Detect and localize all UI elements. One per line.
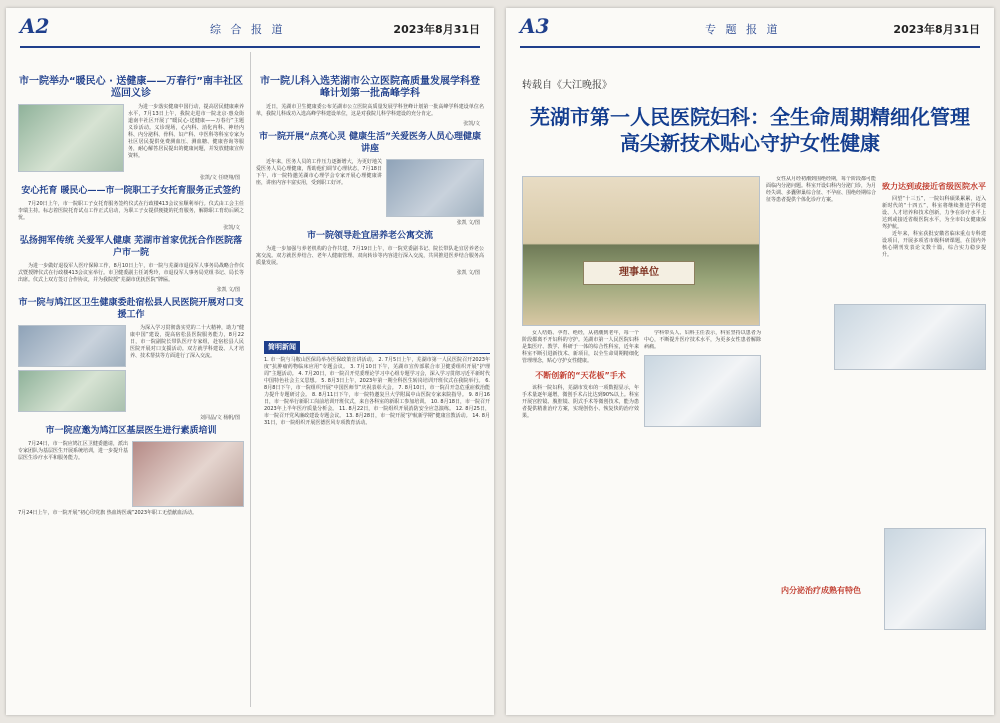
doctors-photo bbox=[834, 304, 986, 370]
page-number: A2 bbox=[20, 14, 50, 38]
feature-body: 近年来，科室获批安徽省临床重点专科建设项目，开展多项省市级科研课题，在国内外核心期刊发表论文数十篇，综合实力稳步提升。 bbox=[882, 231, 986, 258]
feature-column-5 bbox=[766, 580, 876, 710]
feature-headline bbox=[522, 104, 978, 156]
article-body: 7月20日上午，市一院职工子女托育服务签约仪式在行政楼413会议室顺利举行。仪式由工会主任李瑞主持。标志着医院托育试点工作正式启动，为职工子女提供便捷的托育服务，解除职工育幼后顾之忧。 bbox=[18, 201, 244, 221]
left-column bbox=[18, 74, 244, 714]
article-byline: 张凯/文 任晓翔/图 bbox=[200, 175, 240, 181]
event-photo bbox=[386, 159, 484, 217]
feature-body: 该科一院妇科，芜湖市发布的一项数据显示，年手术量逐年递增，微创手术占比达到90%以上。科室开展宫腔镜、腹腔镜、阴式手术等微创技术，能为患者提供精准治疗方案，实现创伤小、恢复快的治疗效果。 bbox=[522, 385, 639, 419]
briefs-heading: 简明新闻 bbox=[264, 341, 300, 353]
article-title: 市一院应邀为鸠江区基层医生进行素质培训 bbox=[45, 426, 217, 436]
article-title: 市一院领导赴宜居养老公寓交流 bbox=[306, 231, 433, 241]
article-body: 7月24日，市一院应鸠江区卫健委邀请，派出专家团队为基层医生开展系统培训，进一步提升基层医生诊疗水平和服务能力。 bbox=[18, 441, 129, 461]
wall-plaque: 理事单位 bbox=[583, 261, 695, 285]
department-wall-photo bbox=[522, 176, 760, 326]
surgery-photo bbox=[644, 355, 761, 427]
briefs-heading-bar bbox=[264, 334, 490, 354]
feature-subhead: 不断创新的“天花板”手术 bbox=[535, 371, 626, 380]
feature-body: 学科带头人、妇科主任表示，科室坚持以患者为中心，不断提升医疗技术水平，为更多女性患者解除病痛。 bbox=[644, 330, 761, 350]
article-body: 近年来，医务人员的工作压力逐渐增大，为更好地关爱医务人员心理健康，帮助他们调节心理状态，7月18日下午，市一院特邀芜湖市心理学会专家开展心理健康讲座，讲座内容丰富实用，受到职工好评。 bbox=[256, 159, 382, 186]
article-byline: 张凯 文/图 bbox=[216, 287, 240, 293]
article-title: 市一院儿科入选芜湖市公立医院高质量发展学科登峰计划第一批高峰学科 bbox=[260, 76, 480, 99]
feature-subhead: 内分泌治疗成熟有特色 bbox=[781, 586, 861, 595]
feature-subhead: 致力达到或接近省级医院水平 bbox=[882, 182, 986, 191]
article-body: 为进一步做好退役军人医疗保障工作，8月10日上午，市一院与芜湖市退役军人事务局战略合作仪式暨授牌仪式在行政楼413会议室举行。市卫健委副主任刘秀玲，市退役军人事务局党组书记、局长等出席。仪式上双方签订合作协议，并为我院授“芜湖市优抚医院”牌匾。 bbox=[18, 263, 244, 283]
article-byline: 张凯 文/图 bbox=[456, 220, 480, 226]
event-photo bbox=[132, 441, 244, 507]
section-name: 综 合 报 道 bbox=[210, 23, 286, 36]
article-title: 弘扬拥军传统 关爱军人健康 芜湖市首家优抚合作医院落户市一院 bbox=[19, 236, 243, 258]
article-title: 市一院举办“暖民心 · 送健康——万春行”南丰社区巡回义诊 bbox=[19, 76, 243, 99]
briefs-body: 1. 市一院与马鞍山医保局举办医保政策宣讲活动。 2. 7月5日上午，芜湖市第一人民医院召开2023年度“抗肿瘤药物临床应用”专题会议。 3. 7月10日下午，芜湖市宣传部联合市卫健委组织开展“护理周”主题活动。 4. 7月20日，市一院召开党委理论学习中心组专题学习会，深入学习贯彻习近平新时代中国特色社会主义思想。 5. 8月3日上午，2023年第一期全科医生转岗培训开班仪式在我院举行。 6. 8月8日下午，市一院组织开展“中国医师节”庆祝表彰大会。 7. 8月10日，市一院召开急危重症救治能力提升专题研讨会。 8. 8月11日下午，市一院特邀复旦大学附属中山医院专家来院指导。 9. 8月16日，市一院举行新职工岗前培训开班仪式，来自各科室的新职工参加培训。 10. 8月18日，市一院召开2023年上半年医疗质量分析会。 11. 8月22日，市一院组织开展消防安全应急演练。 12. 8月25日，市一院召开党风廉政建设专题会议。 13. 8月28日，市一院开展“护航新学期”健康宣教活动。 14. 8月31日，市一院组织开展医德医风专项教育活动。 bbox=[264, 357, 490, 426]
feature-column-2 bbox=[644, 330, 761, 710]
feature-intro: 女人结婚、孕育、绝经，从初潮到老年，每一个阶段都离不开妇科的守护。芜湖市第一人民医院妇科是集医疗、教学、科研于一体的综合性科室，近年来科室不断引进新技术、新项目，以全生命周期精细化管理理念，贴心守护女性健康。 bbox=[522, 330, 639, 364]
section-name: 专 题 报 道 bbox=[705, 23, 781, 36]
article-byline: 张凯/文 bbox=[223, 225, 240, 231]
news-briefs bbox=[264, 334, 490, 706]
page-header bbox=[520, 12, 980, 48]
page-a3 bbox=[506, 8, 994, 715]
right-column bbox=[256, 74, 484, 330]
article-title: 市一院与鸠江区卫生健康委赴宿松县人民医院开展对口支援工作 bbox=[18, 298, 244, 320]
article-title: 安心托育 暖民心——市一院职工子女托育服务正式签约 bbox=[21, 186, 241, 196]
event-photo bbox=[18, 104, 124, 172]
headline-line-2: 高尖新技术贴心守护女性健康 bbox=[620, 131, 880, 155]
page-number: A3 bbox=[520, 14, 550, 38]
article-byline: 张凯/文 bbox=[463, 121, 480, 127]
article-body: 为进一步落实健康中国行动，提高居民健康素养水平，7月13日上午，我院走进市一院北京·惠众街道南丰社区开展了“暖民心·送健康——万春行”主题义诊活动。义诊现场，心内科、消化内科、神经内科、内分泌科、骨科、妇产科、中医科等科室专家为社区居民提供免费测血压、测血糖、健康咨询等服务，耐心解答居民提出的健康问题，并发放健康宣传资料。 bbox=[128, 104, 244, 159]
issue-date: 2023年8月31日 bbox=[393, 23, 480, 36]
article-body: 近日，芜湖市卫生健康委公布芜湖市公立医院高质量发展学科登峰计划第一批高峰学科建设单位名单，我院儿科成功入选高峰学科建设单位，这是对我院儿科学科建设的充分肯定。 bbox=[256, 104, 484, 117]
article-body: 为深入学习贯彻落实党的二十大精神，助力“健康中国”建设，提高宿松县医院服务能力，8月22日，市一院副院长带队医疗专家组，赴宿松县人民医院开展对口支援活动。双方就学科建设、人才培养、技术帮扶等方面进行了深入交流。 bbox=[130, 325, 244, 359]
feature-body: 女性从月经初潮到围绝经期，每个阶段都可能面临内分泌问题。科室开设妇科内分泌门诊，为月经失调、多囊卵巢综合征、不孕症、围绝经期综合征等患者提供个体化诊疗方案。 bbox=[766, 176, 876, 203]
feature-column-3 bbox=[766, 176, 876, 574]
article-body: 为进一步加强与养老机构的合作共建，7月19日上午，市一院党委副书记、院长带队赴宜居养老公寓交流。双方就医养结合、老年人健康管理、双向转诊等内容进行深入交流，共同推进医养结合服务高质量发展。 bbox=[256, 246, 484, 266]
article-byline: 刘同晶/文 杨帆/图 bbox=[200, 415, 240, 421]
page-a2 bbox=[6, 8, 494, 715]
feature-column-1 bbox=[522, 330, 639, 710]
issue-date: 2023年8月31日 bbox=[893, 23, 980, 36]
reprint-source: 转载自《大江晚报》 bbox=[522, 80, 612, 91]
feature-column-4 bbox=[882, 176, 986, 306]
patient-consult-photo bbox=[884, 528, 986, 630]
article-byline: 张凯 文/图 bbox=[456, 270, 480, 276]
article-title: 市一院开展“点亮心灵 健康生活”关爱医务人员心理健康讲座 bbox=[259, 132, 481, 154]
event-photo bbox=[18, 370, 126, 412]
column-divider bbox=[250, 52, 251, 707]
feature-body: 回望“十三五”，一院妇科硕果累累，迈入新时代的“十四五”，科室将继续推进学科建设、人才培养和技术创新，力争在诊疗水平上达到或接近省级医院水平，为全市妇女健康保驾护航。 bbox=[882, 196, 986, 230]
event-photo bbox=[18, 325, 126, 367]
headline-line-1: 芜湖市第一人民医院妇科：全生命周期精细化管理 bbox=[530, 105, 970, 129]
page-header bbox=[20, 12, 480, 48]
photo-caption: 7月24日上午，市一院开展“初心印党旗 热血铸医魂”2023年职工无偿献血活动。 bbox=[18, 510, 198, 516]
